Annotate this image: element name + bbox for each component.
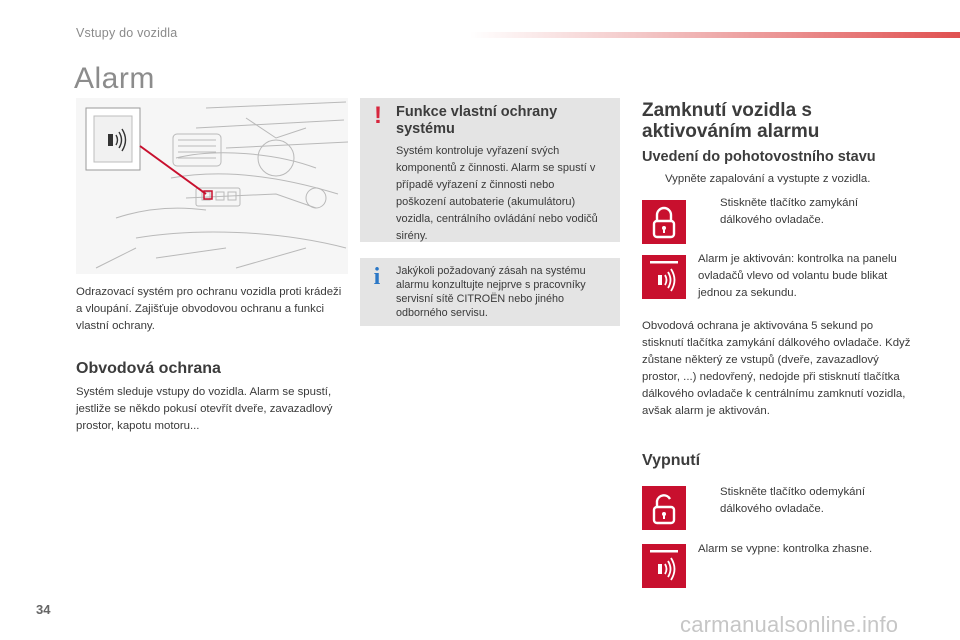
led-active-text: Alarm je aktivován: kontrolka na panelu ovladačů vlevo od volantu bude blikat jednou za sekundu. (698, 253, 897, 299)
standby-step-2: Stiskněte tlačítko zamykání dálkového ovladače. (720, 197, 859, 226)
lock-button-illustration (642, 200, 686, 244)
off-step: Stiskněte tlačítko odemykání dálkového ovladače. (720, 486, 865, 515)
warning-text: Systém kontroluje vyřazení svých komponentů z činnosti. Alarm se spustí v případě vyřazení z činnosti nebo poškození autobaterie (akumulátoru) vozidla, centrálního ovládání nebo vodičů sirény. (396, 145, 598, 242)
perimeter-heading: Obvodová ochrana (76, 360, 221, 377)
alarm-led-off-illustration (642, 544, 686, 588)
section-header: Vstupy do vozidla (76, 26, 178, 40)
unlock-icon (642, 486, 686, 530)
dashboard-illustration (76, 98, 348, 274)
info-text: Jakýkoli požadovaný zásah na systému alarmu konzultujte nejprve s pracovníky servisní sítě CITROËN nebo jiného odborného servisu. (396, 265, 586, 319)
off-heading: Vypnutí (642, 452, 701, 469)
warning-title: Funkce vlastní ochrany systému (396, 104, 558, 137)
standby-heading: Uvedení do pohotovostního stavu (642, 149, 876, 165)
page-number: 34 (36, 602, 51, 617)
unlock-button-illustration (642, 486, 686, 530)
lock-icon (642, 200, 686, 244)
alarm-led-illustration (642, 255, 686, 299)
perimeter-text: Systém sleduje vstupy do vozidla. Alarm se spustí, jestliže se někdo pokusí otevřít dveře, zavazadlový prostor, kapotu motoru... (76, 386, 333, 432)
info-icon: i (373, 264, 381, 290)
page-title: Alarm (74, 62, 155, 95)
off-led-text: Alarm se vypne: kontrolka zhasne. (698, 543, 873, 555)
intro-text: Odrazovací systém pro ochranu vozidla proti krádeži a vloupání. Zajišťuje obvodovou ochranu a funkci vlastní ochrany. (76, 286, 342, 332)
standby-step-1: Vypněte zapalování a vystupte z vozidla. (665, 173, 871, 185)
header-accent-bar (470, 32, 960, 38)
alarm-led-icon (642, 544, 686, 588)
alarm-led-icon (642, 255, 686, 299)
lock-alarm-heading: Zamknutí vozidla s aktivováním alarmu (642, 100, 820, 142)
watermark: carmanualsonline.info (680, 612, 899, 637)
perimeter-note: Obvodová ochrana je aktivována 5 sekund po stisknutí tlačítka zamykání dálkového ovladače. Když zůstane některý ze vstupů (dveře, zavazadlový prostor, ...) nedovřený, nedojde při stisknutí tlačítka dálkového ovladače k centrálnímu zamknutí vozidla, avšak alarm je aktivován. (642, 320, 911, 417)
warning-icon: ! (374, 102, 382, 129)
